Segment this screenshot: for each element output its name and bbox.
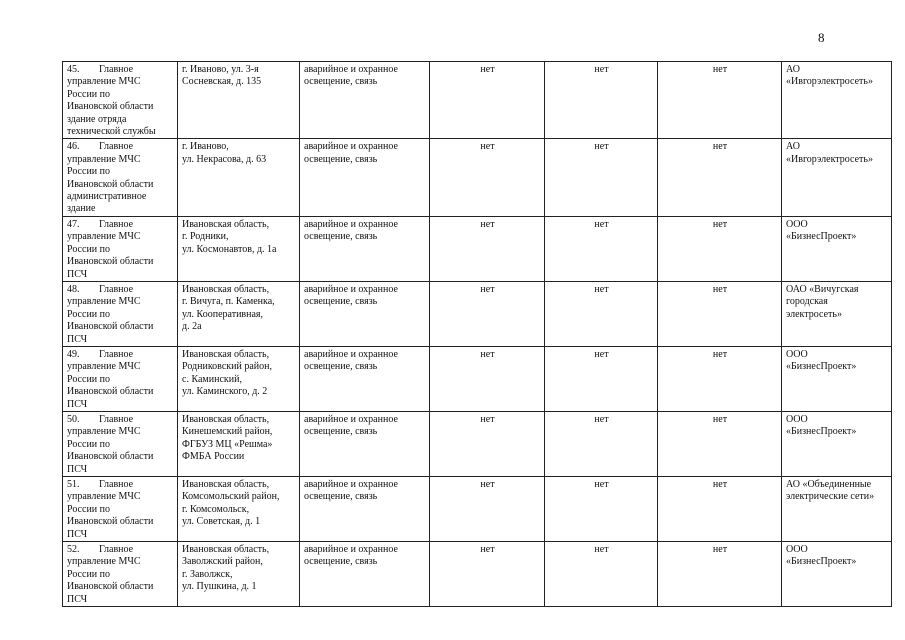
facility-name-line: России по — [67, 243, 110, 255]
address-cell-line: ул. Пушкина, д. 1 — [182, 581, 257, 593]
status-cell-b: нет — [545, 62, 658, 139]
row-number: 52. — [67, 544, 80, 556]
facility-name-line: Ивановской области — [67, 101, 154, 113]
page-number: 8 — [818, 30, 825, 45]
facility-name-line: Главное — [99, 64, 134, 75]
facility-name-line: Ивановской области — [67, 451, 154, 463]
facility-name-cell — [63, 542, 178, 607]
facility-name-cell — [63, 62, 178, 139]
table-row — [63, 216, 892, 281]
address-cell-line: Ивановская область, — [182, 544, 270, 556]
address-cell-line: ул. Советская, д. 1 — [182, 516, 261, 528]
facility-name-line: управление МЧС — [67, 153, 141, 165]
lighting-cell-line: освещение, связь — [304, 491, 378, 503]
address-cell-line: Сосневская, д. 135 — [182, 76, 262, 88]
row-number: 48. — [67, 283, 80, 295]
status-cell-a: нет — [430, 62, 545, 139]
facility-name-line: России по — [67, 88, 110, 100]
facility-name-line: Ивановской области — [67, 321, 154, 333]
organization-cell-line: ООО — [786, 218, 808, 230]
status-cell-c: нет — [658, 411, 782, 476]
facility-name-line: Главное — [99, 479, 134, 490]
address-cell-line: ФГБУЗ МЦ «Решма» — [182, 438, 273, 450]
status-cell-b: нет — [545, 477, 658, 542]
address-cell-line: г. Комсомольск, — [182, 503, 250, 515]
address-cell-line: ул. Некрасова, д. 63 — [182, 153, 267, 165]
lighting-cell-line: освещение, связь — [304, 76, 378, 88]
lighting-cell-line: аварийное и охранное — [304, 348, 398, 360]
facility-name-line: управление МЧС — [67, 491, 141, 503]
facility-name-line: России по — [67, 308, 110, 320]
lighting-cell — [300, 62, 430, 139]
address-cell-line: Родниковский район, — [182, 361, 272, 373]
status-cell-a: нет — [430, 542, 545, 607]
status-cell-c: нет — [658, 346, 782, 411]
status-cell-b: нет — [545, 281, 658, 346]
lighting-cell-line: аварийное и охранное — [304, 64, 398, 75]
facility-name-line: Ивановской области — [67, 581, 154, 593]
status-cell-c: нет — [658, 139, 782, 216]
facility-name-line: ПСЧ — [67, 463, 88, 475]
organization-cell-line: электрические сети» — [786, 491, 875, 503]
status-cell-a: нет — [430, 281, 545, 346]
status-cell-c: нет — [658, 281, 782, 346]
facility-name-line: России по — [67, 438, 110, 450]
row-number: 46. — [67, 141, 80, 153]
facility-name-line: Главное — [99, 544, 134, 556]
facility-name-line: России по — [67, 503, 110, 515]
facility-name-line: России по — [67, 568, 110, 580]
lighting-cell-line: освещение, связь — [304, 231, 378, 243]
lighting-cell — [300, 477, 430, 542]
facility-name-line: здание — [67, 203, 96, 215]
address-cell-line: ФМБА России — [182, 451, 245, 463]
address-cell — [178, 411, 300, 476]
facility-name-line: ПСЧ — [67, 593, 88, 605]
organization-cell-line: «БизнесПроект» — [786, 231, 857, 243]
address-cell-line: Ивановская область, — [182, 283, 270, 295]
facility-name-line: технической службы — [67, 126, 156, 138]
lighting-cell-line: освещение, связь — [304, 361, 378, 373]
lighting-cell-line: освещение, связь — [304, 296, 378, 308]
status-cell-b: нет — [545, 139, 658, 216]
facility-name-line: управление МЧС — [67, 361, 141, 373]
address-cell — [178, 62, 300, 139]
organization-cell-line: ООО — [786, 544, 808, 556]
facility-name-line: управление МЧС — [67, 76, 141, 88]
address-cell-line: Заволжский район, — [182, 556, 263, 568]
facility-name-line: Главное — [99, 348, 134, 360]
table-row — [63, 281, 892, 346]
lighting-cell-line: аварийное и охранное — [304, 479, 398, 490]
lighting-cell — [300, 411, 430, 476]
organization-cell-line: АО «Объединенные — [786, 479, 872, 490]
status-cell-b: нет — [545, 216, 658, 281]
organization-cell-line: АО — [786, 141, 800, 153]
organization-cell-line: «БизнесПроект» — [786, 556, 857, 568]
facility-name-line: здание отряда — [67, 113, 127, 125]
lighting-cell-line: освещение, связь — [304, 153, 378, 165]
row-number: 50. — [67, 413, 80, 425]
table-row — [63, 411, 892, 476]
lighting-cell-line: аварийное и охранное — [304, 141, 398, 153]
organization-cell-line: ООО — [786, 413, 808, 425]
organization-cell-line: городская — [786, 296, 828, 308]
facility-name-line: ПСЧ — [67, 268, 88, 280]
organization-cell — [782, 411, 892, 476]
organization-cell — [782, 346, 892, 411]
facility-name-line: управление МЧС — [67, 231, 141, 243]
address-cell-line: Ивановская область, — [182, 479, 270, 490]
table-body — [63, 62, 892, 607]
facility-name-line: России по — [67, 166, 110, 178]
lighting-cell-line: аварийное и охранное — [304, 544, 398, 556]
address-cell — [178, 542, 300, 607]
status-cell-b: нет — [545, 411, 658, 476]
organization-cell-line: «Ивгорэлектросеть» — [786, 153, 873, 165]
row-number: 49. — [67, 348, 80, 360]
lighting-cell — [300, 346, 430, 411]
facility-name-line: Главное — [99, 283, 134, 295]
organization-cell — [782, 281, 892, 346]
address-cell-line: Ивановская область, — [182, 413, 270, 425]
status-cell-a: нет — [430, 346, 545, 411]
status-cell-c: нет — [658, 216, 782, 281]
status-cell-c: нет — [658, 542, 782, 607]
organization-cell-line: АО — [786, 64, 800, 75]
facility-name-line: ПСЧ — [67, 398, 88, 410]
row-number: 45. — [67, 64, 80, 75]
address-cell-line: д. 2а — [182, 321, 202, 333]
status-cell-c: нет — [658, 477, 782, 542]
organization-cell-line: «БизнесПроект» — [786, 426, 857, 438]
facility-name-line: Ивановской области — [67, 256, 154, 268]
facility-name-line: ПСЧ — [67, 333, 88, 345]
organization-cell-line: электросеть» — [786, 308, 842, 320]
facility-name-line: Ивановской области — [67, 178, 154, 190]
address-cell — [178, 216, 300, 281]
organization-cell — [782, 139, 892, 216]
address-cell-line: г. Иваново, ул. 3-я — [182, 64, 259, 75]
lighting-cell — [300, 216, 430, 281]
lighting-cell — [300, 139, 430, 216]
row-number: 47. — [67, 218, 80, 230]
status-cell-a: нет — [430, 477, 545, 542]
address-cell-line: г. Заволжск, — [182, 568, 233, 580]
facility-name-cell — [63, 477, 178, 542]
status-cell-b: нет — [545, 346, 658, 411]
address-cell — [178, 346, 300, 411]
table-row — [63, 346, 892, 411]
address-cell-line: Ивановская область, — [182, 348, 270, 360]
address-cell-line: г. Иваново, — [182, 141, 229, 153]
organization-cell-line: «БизнесПроект» — [786, 361, 857, 373]
facility-name-line: ПСЧ — [67, 528, 88, 540]
status-cell-b: нет — [545, 542, 658, 607]
lighting-cell — [300, 281, 430, 346]
address-cell-line: с. Каминский, — [182, 373, 242, 385]
address-cell-line: ул. Кооперативная, — [182, 308, 264, 320]
lighting-cell-line: аварийное и охранное — [304, 283, 398, 295]
address-cell-line: ул. Каминского, д. 2 — [182, 386, 268, 398]
organization-cell-line: ОАО «Вичугская — [786, 283, 859, 295]
address-cell — [178, 477, 300, 542]
facility-name-line: Главное — [99, 141, 134, 153]
lighting-cell-line: освещение, связь — [304, 426, 378, 438]
address-cell-line: г. Родники, — [182, 231, 229, 243]
facility-name-line: Главное — [99, 413, 134, 425]
table-row — [63, 139, 892, 216]
organization-cell — [782, 62, 892, 139]
lighting-cell-line: аварийное и охранное — [304, 218, 398, 230]
address-cell-line: Ивановская область, — [182, 218, 270, 230]
organization-cell — [782, 477, 892, 542]
status-cell-c: нет — [658, 62, 782, 139]
facility-name-cell — [63, 346, 178, 411]
address-cell — [178, 281, 300, 346]
organization-cell — [782, 542, 892, 607]
status-cell-a: нет — [430, 139, 545, 216]
facilities-table — [62, 61, 892, 607]
organization-cell-line: «Ивгорэлектросеть» — [786, 76, 873, 88]
facility-name-line: управление МЧС — [67, 556, 141, 568]
facility-name-cell — [63, 216, 178, 281]
status-cell-a: нет — [430, 216, 545, 281]
facility-name-cell — [63, 411, 178, 476]
table-row — [63, 62, 892, 139]
facility-name-line: Ивановской области — [67, 386, 154, 398]
address-cell-line: Комсомольский район, — [182, 491, 280, 503]
organization-cell-line: ООО — [786, 348, 808, 360]
address-cell-line: ул. Космонавтов, д. 1а — [182, 243, 277, 255]
address-cell-line: Кинешемский район, — [182, 426, 273, 438]
lighting-cell — [300, 542, 430, 607]
address-cell-line: г. Вичуга, п. Каменка, — [182, 296, 275, 308]
facility-name-line: управление МЧС — [67, 426, 141, 438]
row-number: 51. — [67, 479, 80, 490]
status-cell-a: нет — [430, 411, 545, 476]
organization-cell — [782, 216, 892, 281]
lighting-cell-line: освещение, связь — [304, 556, 378, 568]
facility-name-line: Ивановской области — [67, 516, 154, 528]
facility-name-line: Главное — [99, 218, 134, 230]
table-row — [63, 542, 892, 607]
facility-name-line: управление МЧС — [67, 296, 141, 308]
facility-name-cell — [63, 281, 178, 346]
lighting-cell-line: аварийное и охранное — [304, 413, 398, 425]
facility-name-line: административное — [67, 191, 147, 203]
address-cell — [178, 139, 300, 216]
facility-name-cell — [63, 139, 178, 216]
table-row — [63, 477, 892, 542]
facility-name-line: России по — [67, 373, 110, 385]
